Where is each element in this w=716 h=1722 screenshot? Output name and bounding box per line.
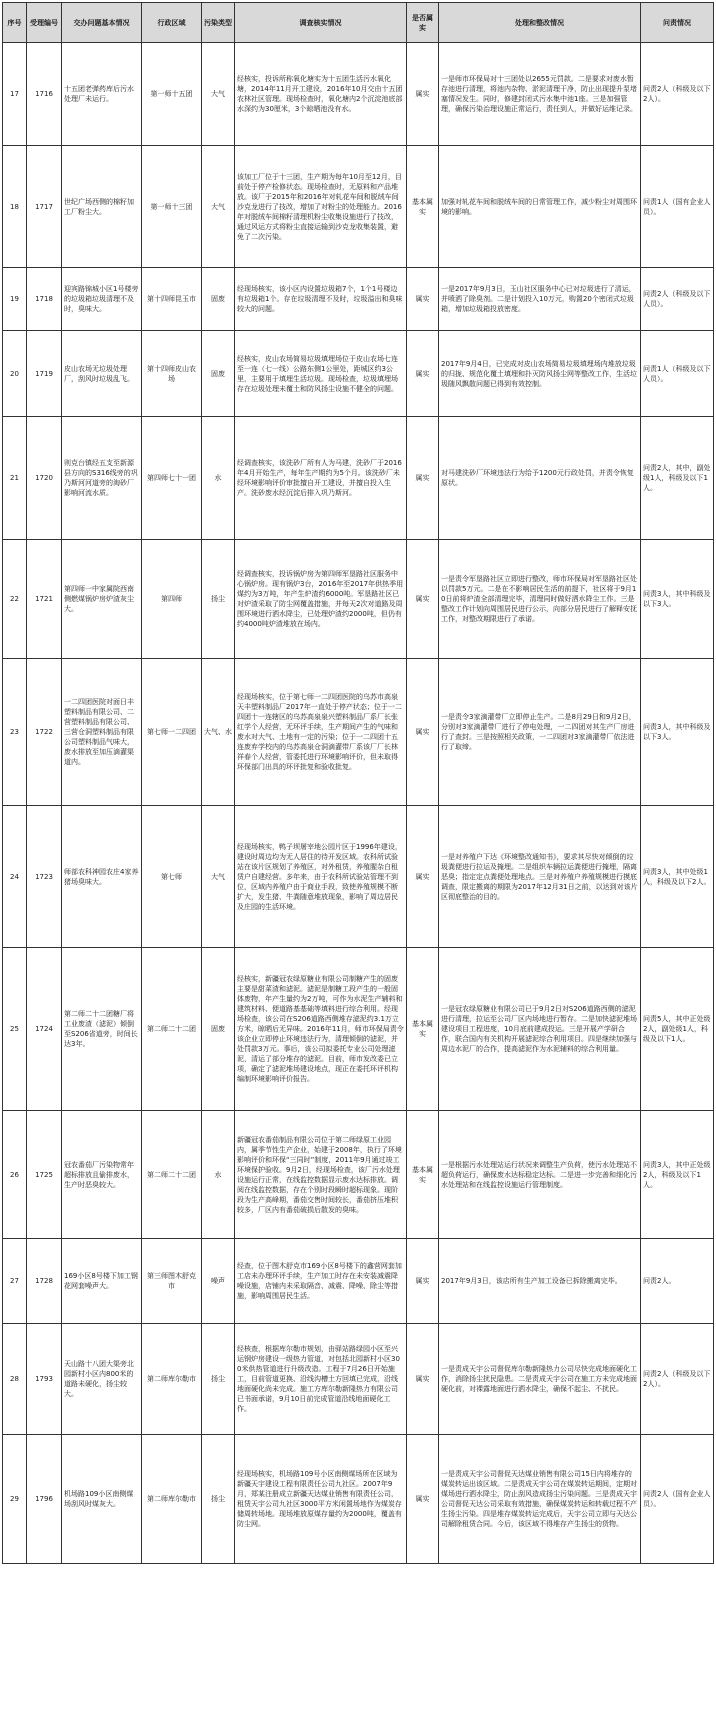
admin-division: 第一师十三团 [142,146,202,268]
issue-description: 皮山农场无垃圾处理厂，刮风时垃圾乱飞。 [62,331,142,417]
table-row [3,540,714,659]
table-row [3,1111,714,1239]
handling-measures: 一是对养殖户下达《环境整改通知书》，要求其尽快对倾倒的垃圾粪便进行拉运及掩埋。二是组织车辆拉运粪便进行掩埋，隔离恶臭；指定定点粪便处理地点。三是对养殖户养殖规模进行摸底调查，限定搬离的期限为2017年12月31日之前，以达到对该片区彻底整治的目的。 [439,806,641,948]
row-number: 29 [3,1435,27,1564]
pollution-type: 大气、水 [202,659,235,806]
issue-description: 机场路109小区南侧煤场刮风时煤灰大。 [62,1435,142,1564]
row-number: 26 [3,1111,27,1239]
header-verified: 是否属实 [407,3,439,43]
verified-status: 属实 [407,268,439,331]
pollution-type: 大气 [202,146,235,268]
handling-measures: 2017年9月4日，已完成对皮山农场简易垃圾填埋场内堆放垃圾的归拢、规范化覆土填埋和扑灭防风扬尘网等整改工作，生活垃圾随风飘散问题已得到有效控制。 [439,331,641,417]
row-number: 23 [3,659,27,806]
admin-division: 第一师十五团 [142,43,202,146]
row-number: 27 [3,1239,27,1324]
table-row [3,146,714,268]
issue-description: 169小区8号楼下加工钢花网套噪声大。 [62,1239,142,1324]
table-header [3,3,714,43]
case-id: 1724 [27,948,62,1111]
handling-measures: 一是师市环保局对十三团处以2655元罚款。二是要求对废水暂存池进行清理，将池内杂物、淤泥清理干净，防止出现提升泵堵塞情况发生。同时，修建封闭式污水集中池1座。三是加强管理，确保污染治理设施正常运行，责任到人，并做好运维记录。 [439,43,641,146]
pollution-type: 水 [202,1111,235,1239]
admin-division: 第二师库尔勒市 [142,1324,202,1435]
verified-status: 属实 [407,417,439,540]
investigation-findings: 新疆冠农番茄制品有限公司位于第二师绿原工业园内，属季节性生产企业，始建于2008年，执行了环境影响评价和环保“三同时”制度，2011年9月通过竣工环境保护验收。9月2日，经现场检查，该厂污水处理设施运行正常，在线监控数据显示废水达标排放。调阅在线监控数据，存在个别时段瞬时超标现象。现阶段为生产高峰期，番茄交售时间较长，番茄挤压堆积较多，厂区内有番茄破损后散发的臭味。 [235,1111,407,1239]
case-id: 1717 [27,146,62,268]
investigation-findings: 该加工厂位于十三团，生产期为每年10月至12月，目前处于停产检修状态。现场检查时，无原料和产品堆放。该厂于2015年和2016年对轧花车间和脱绒车间沙克龙进行了技改，增加了对粉尘的处理能力。2016年对脱绒车间棉籽清理机粉尘收集设施进行了技改，通过风运方式将粉尘直接运输到沙克龙收集装置，避免了二次污染。 [235,146,407,268]
admin-division: 第七师一二四团 [142,659,202,806]
handling-measures: 一是责令3家滴灌带厂立即停止生产。二是8月29日和9月2日，分别对3家滴灌带厂进行了停电处理，一二四团对其生产厂房进行了查封。三是按照相关政策，一二四团对3家滴灌带厂依法进行了取缔。 [439,659,641,806]
admin-division: 第二师二十二团 [142,948,202,1111]
issue-description: 世纪广场西侧的棉籽加工厂粉尘大。 [62,146,142,268]
investigation-findings: 经核查，根据库尔勒市规划，由驿站路绿园小区至兴运钢炉房建设一级热力管道，对包括北园新村小区300米供热管道进行升级改造。工程于7月26日开始施工，目前管道更换、沿线沟槽土方回填已完成，沿线地面硬化尚未完成。施工方库尔勒新隆热力有限公司已书面承诺，9月10日前完成管道沿线地面硬化工作。 [235,1324,407,1435]
table-row [3,1239,714,1324]
header-issue: 交办问题基本情况 [62,3,142,43]
accountability-info: 问责2人（科级及以下2人）。 [641,1324,714,1435]
table-body [3,43,714,1564]
admin-division: 第四师七十一团 [142,417,202,540]
case-id: 1720 [27,417,62,540]
verified-status: 基本属实 [407,146,439,268]
accountability-info: 问责3人，其中正处级2人，科级及以下1人。 [641,1111,714,1239]
header-division: 行政区域 [142,3,202,43]
row-number: 18 [3,146,27,268]
row-number: 28 [3,1324,27,1435]
verified-status: 属实 [407,43,439,146]
issue-table [2,2,714,1564]
header-no: 序号 [3,3,27,43]
handling-measures: 一是2017年9月3日，玉山社区服务中心已对垃圾进行了清运，并喷洒了除臭剂。二是计划投入10万元，购置20个密闭式垃圾箱，增加垃圾箱投放密度。 [439,268,641,331]
row-number: 17 [3,43,27,146]
case-id: 1723 [27,806,62,948]
investigation-findings: 经核实，新疆冠农绿原糖业有限公司制糖产生的固废主要是甜菜渣和滤泥。滤泥是制糖工段产生的一般固体废物，年产生量约为2万吨，可作为水泥生产辅料和建筑材料、便道路基基础等填料进行综合利用。经现场检查，该公司在S206道路西侧堆存滤泥约3.1万立方米，晾晒后无异味。2016年11月，师市环保局责令该企业立即停止环境违法行为，清理倾倒的滤泥，并处罚款3万元。事后，该公司拟委托专业公司处理滤泥，清运了部分堆存的滤泥。目前，师市发改委已立项，确定了滤泥堆场建设地点，现正在委托环评机构编制环境影响评价报告。 [235,948,407,1111]
header-row [3,3,714,43]
admin-division: 第三师图木舒克市 [142,1239,202,1324]
accountability-info: 问责3人，其中科级及以下3人。 [641,659,714,806]
case-id: 1718 [27,268,62,331]
case-id: 1728 [27,1239,62,1324]
table-row [3,268,714,331]
verified-status: 属实 [407,806,439,948]
table-row [3,659,714,806]
pollution-type: 扬尘 [202,540,235,659]
table-row [3,948,714,1111]
accountability-info: 问责1人（国有企业人员）。 [641,146,714,268]
pollution-type: 水 [202,417,235,540]
verified-status: 属实 [407,1324,439,1435]
verified-status: 属实 [407,659,439,806]
investigation-findings: 经现场核实，该小区内设置垃圾箱7个，1个1号楼边有垃圾箱1个。存在垃圾清理不及时，垃圾溢出和臭味较大的问题。 [235,268,407,331]
handling-measures: 一是责成天宇公司督促库尔勒新隆热力公司尽快完成地面硬化工作，消除扬尘扰民隐患。二是责成天宇公司在施工方未完成地面硬化前，对裸露地面进行洒水降尘，确保不起尘、不扰民。 [439,1324,641,1435]
investigation-findings: 经调查核实，投诉锅炉房为第四师军垦路社区服务中心锅炉房。现有锅炉3台，2016年至2017年供热季用煤约为3万吨，年产生炉渣约6000吨。军垦路社区已对炉渣采取了防尘网覆盖措施，并每天2次对道路及周围环境进行洒水降尘，已处理炉渣约2000吨，但仍有约4000吨炉渣堆放在场内。 [235,540,407,659]
pollution-type: 扬尘 [202,1435,235,1564]
header-findings: 调查核实情况 [235,3,407,43]
handling-measures: 一是责令军垦路社区立即进行整改，师市环保局对军垦路社区处以罚款5万元。二是在不影响居民生活的前提下，社区将于9月10日前将炉渣全部清理完毕，清理同时做好洒水降尘工作。三是整改工作计划向周围居民进行公示，向部分居民进行了解释安抚工作，对整改期限进行了承诺。 [439,540,641,659]
case-id: 1793 [27,1324,62,1435]
investigation-findings: 经核实，皮山农场简易垃圾填埋场位于皮山农场七连至一连（七一线）公路东侧1公里处，距城区约3公里，主要用于填埋生活垃圾。现场检查，垃圾填埋场存在垃圾处理未覆土和防风扬尘设施不健全的问题。 [235,331,407,417]
row-number: 22 [3,540,27,659]
accountability-info: 问责1人（科级及以下人员）。 [641,331,714,417]
accountability-info: 问责3人，其中处级1人，科级及以下2人。 [641,806,714,948]
pollution-type: 噪声 [202,1239,235,1324]
accountability-info: 问责2人。 [641,1239,714,1324]
issue-description: 第四师一中家属院西南侧燃煤锅炉房炉渣灰尘大。 [62,540,142,659]
investigation-findings: 经现场核实，鸭子坝屠宰地公园片区于1996年建设，建设时周边均为无人居住的待开发区域。农科所试验站在该片区规划了养殖区，对外租赁，养殖腥杂白租赁户自建经营。多年来，由于农科所试验站管理不到位，区域内养殖户由于商业手段，致使养殖规模不断扩大，发生猪、牛粪随意堆放现象，影响了周边居民及庄园的生活环境。 [235,806,407,948]
case-id: 1725 [27,1111,62,1239]
issue-description: 迎宾路锦城小区1号楼旁的垃圾箱垃圾清理不及时，臭味大。 [62,268,142,331]
case-id: 1716 [27,43,62,146]
issue-description: 第二师二十二团糖厂将工业废渣（滤泥）倾倒至S206省道旁，时间长达3年。 [62,948,142,1111]
handling-measures: 对马建洗砂厂环境违法行为给予1200元行政处罚，并责令恢复原状。 [439,417,641,540]
issue-description: 则克台镇经五支至新源县方向的S316线旁的巩乃斯河河道旁的淘砂厂影响河流水质。 [62,417,142,540]
accountability-info: 问责5人，其中正处级2人，副处级1人，科级及以下1人。 [641,948,714,1111]
row-number: 19 [3,268,27,331]
row-number: 25 [3,948,27,1111]
table-row [3,806,714,948]
pollution-type: 固废 [202,331,235,417]
verified-status: 属实 [407,1435,439,1564]
row-number: 24 [3,806,27,948]
handling-measures: 一是责成天宇公司督促天达煤业销售有限公司15日内将堆存的煤炭转运出该区域。二是责成天宇公司在煤炭转运期间，定期对煤场进行洒水降尘，防止刮风造成扬尘污染问题。三是责成天宇公司督促天达公司采取有效措施，确保煤炭转运和转载过程不产生扬尘污染。四是堆存煤炭转运完成后，天宇公司立即与天达公司解除租赁合同。今后，该区域不得堆存产生扬尘的货物。 [439,1435,641,1564]
investigation-findings: 经现场核实，机场路109号小区南侧煤场所在区域为新疆天宇建设工程有限责任公司九社区。2007年9月，郑某注册成立新疆天达煤业销售有限责任公司，租赁天宇公司九社区3000平方米闲置场地作为煤炭存储周转场地。现场堆放原煤存量约为2000吨，覆盖有防尘网。 [235,1435,407,1564]
header-handling: 处理和整改情况 [439,3,641,43]
issue-description: 师部农科神园农庄4家养猪场臭味大。 [62,806,142,948]
admin-division: 第二师二十二团 [142,1111,202,1239]
admin-division: 第十四师皮山农场 [142,331,202,417]
case-id: 1796 [27,1435,62,1564]
verified-status: 基本属实 [407,1111,439,1239]
accountability-info: 问责2人，其中，副处级1人，科级及以下1人。 [641,417,714,540]
pollution-type: 大气 [202,806,235,948]
accountability-info: 问责2人（科级及以下人员）。 [641,268,714,331]
handling-measures: 一是冠农绿原糖业有限公司已于9月2日对S206道路西侧的滤泥进行清理，拉运至公司厂区内场地进行暂存。二是加快滤泥堆场建设项目工程进度，10月底前建成投运。三是开展产学研合作，联合国内有关机构开展滤泥综合利用项目。四是继续加强与周边水泥厂的合作，提高滤泥作为水泥辅料的综合利用量。 [439,948,641,1111]
row-number: 20 [3,331,27,417]
admin-division: 第四师 [142,540,202,659]
case-id: 1721 [27,540,62,659]
investigation-findings: 经查，位于图木舒克市169小区8号楼下的鑫营网套加工店未办理环评手续，生产加工时存在未安装减震降噪设施，店铺内未采取隔音、减震、降噪、除尘等措施，影响周围居民生活。 [235,1239,407,1324]
case-id: 1722 [27,659,62,806]
verified-status: 属实 [407,331,439,417]
table-row [3,1324,714,1435]
table-row [3,331,714,417]
handling-measures: 加强对轧花车间和脱绒车间的日常管理工作，减少粉尘对周围环境的影响。 [439,146,641,268]
issue-description: 天山路十八团大渠旁北园新村小区内800米的道路未硬化，扬尘较大。 [62,1324,142,1435]
handling-measures: 2017年9月3日，该店所有生产加工设备已拆除搬离完毕。 [439,1239,641,1324]
investigation-findings: 经调查核实，该洗砂厂所有人为马建，洗砂厂于2016年4月开始生产，每年生产期约为5个月。该洗砂厂未经环境影响评价审批擅自开工建设，并擅自投入生产。洗砂废水经沉淀后排入巩乃斯河。 [235,417,407,540]
accountability-info: 问责2人（科级及以下2人）。 [641,43,714,146]
verified-status: 属实 [407,540,439,659]
verified-status: 属实 [407,1239,439,1324]
accountability-info: 问责2人（国有企业人员）。 [641,1435,714,1564]
table-row [3,43,714,146]
table-row [3,417,714,540]
row-number: 21 [3,417,27,540]
pollution-type: 固废 [202,948,235,1111]
verified-status: 基本属实 [407,948,439,1111]
issue-description: 十五团老弹药库后污水处理厂未运行。 [62,43,142,146]
header-pollution-type: 污染类型 [202,3,235,43]
pollution-type: 扬尘 [202,1324,235,1435]
table-row [3,1435,714,1564]
investigation-findings: 经核实，投诉所称氧化塘实为十五团生活污水氧化塘，2014年11月开工建设，2016年10月交由十五团农林社区管理。现场检查时，氧化塘内2个沉淀池底部水深约为30厘米，3个晾晒池没有水。 [235,43,407,146]
accountability-info: 问责3人，其中科级及以下3人。 [641,540,714,659]
case-id: 1719 [27,331,62,417]
header-id: 受理编号 [27,3,62,43]
admin-division: 第二师库尔勒市 [142,1435,202,1564]
issue-description: 一二四团医院对面日丰塑料制品有限公司、二营塑料制品有限公司、三营仓洞塑料制品有限公司塑料制品气味大，废水排放至加压滴灌渠道内。 [62,659,142,806]
pollution-type: 大气 [202,43,235,146]
header-accountability: 问责情况 [641,3,714,43]
investigation-findings: 经现场核实，位于第七师一二四团医院的乌苏市高泉天丰塑料制品厂2017年一直处于停产状态；位于一二四团十一连辖区的乌苏高泉泉兴塑料制品厂系厂长张红学个人经营，无环评手续，生产期间产生的气味和废水对大气、土地有一定的污染；位于一二四团十五连废弃学校内的乌苏高泉仓洞滴灌带厂系该厂厂长林祥春个人经营，管委托进行环境影响评价，但未取得环保部门出具的环评批复和验收批复。 [235,659,407,806]
issue-description: 冠农番茄厂污染物常年超标排放且偷排废水，生产时恶臭较大。 [62,1111,142,1239]
pollution-type: 固废 [202,268,235,331]
handling-measures: 一是根据污水处理站运行状况来调整生产负荷，使污水处理站不超负荷运行，确保废水达标稳定达标。二是进一步完善和细化污水处理站和在线监控设施运行管理制度。 [439,1111,641,1239]
admin-division: 第十四师昆玉市 [142,268,202,331]
admin-division: 第七师 [142,806,202,948]
